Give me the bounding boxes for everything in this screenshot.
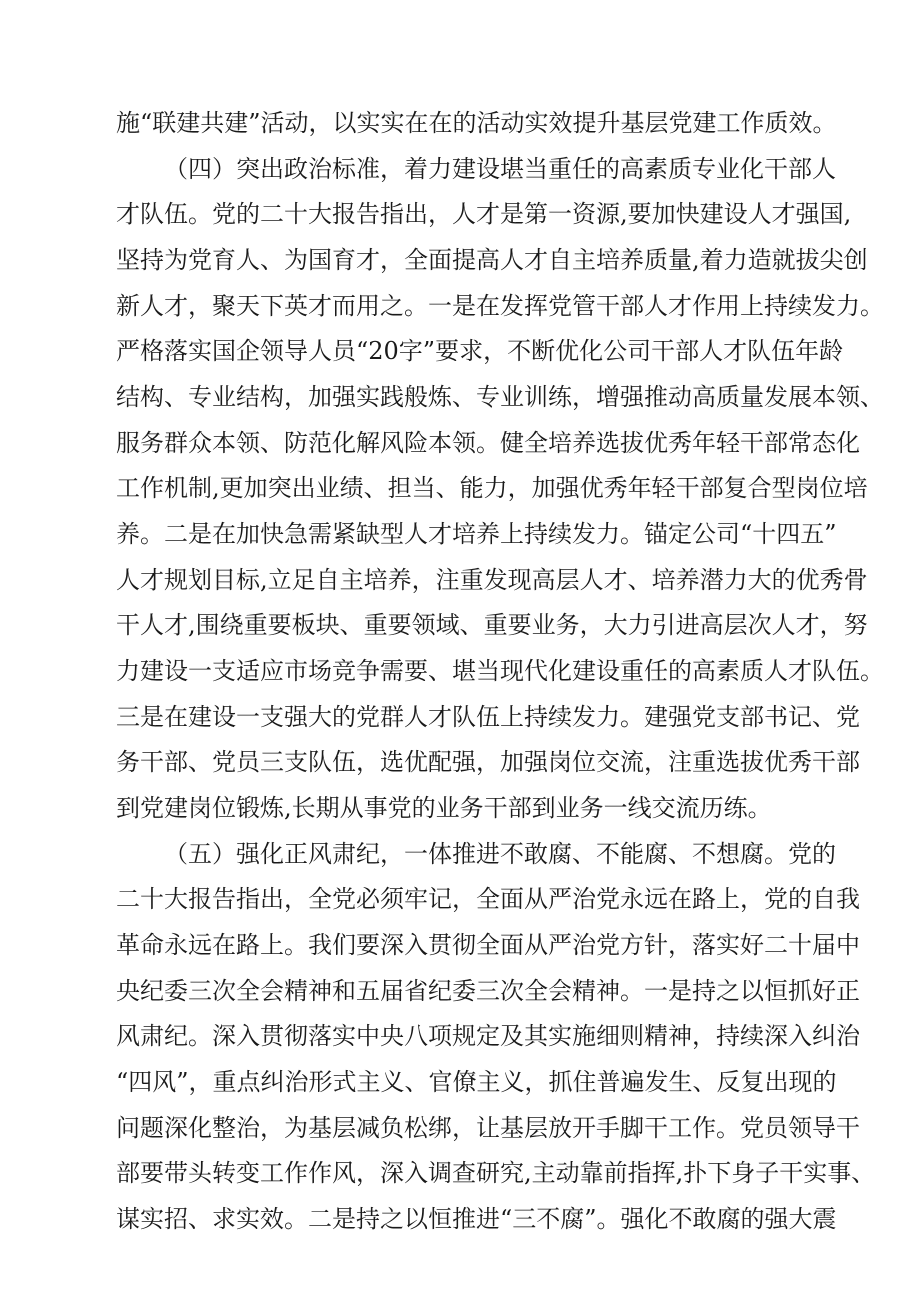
text-line: 结构、专业结构，加强实践般炼、专业训练，增强推动高质量发展本领、 bbox=[116, 383, 884, 411]
text-line: 谋实招、求实效。二是持之以恒推进“三不腐”。强化不敢腐的强大震 bbox=[116, 1205, 837, 1233]
text-line: 干人才,围绕重要板块、重要领域、重要业务，大力引进高层次人才，努 bbox=[116, 611, 868, 639]
text-line: 养。二是在加快急需紧缺型人才培养上持续发力。锚定公司“十四五” bbox=[116, 520, 837, 548]
text-line: 三是在建设一支强大的党群人才队伍上持续发力。建强党支部书记、党 bbox=[116, 703, 860, 731]
section-heading-line: （四）突出政治标准，着力建设堪当重任的高素质专业化干部人 bbox=[164, 155, 836, 183]
text-line: 坚持为党育人、为国育才，全面提高人才自主培养质量,着力造就拔尖创 bbox=[116, 246, 868, 274]
text-line: 央纪委三次全会精神和五届省纪委三次全会精神。一是持之以恒抓好正 bbox=[116, 977, 860, 1005]
text-line: 新人才，聚天下英才而用之。一是在发挥党管干部人才作用上持续发力。 bbox=[116, 292, 884, 320]
text-line: 风肃纪。深入贯彻落实中央八项规定及其实施细则精神，持续深入纠治 bbox=[116, 1022, 860, 1050]
text-line: 施“联建共建”活动，以实实在在的活动实效提升基层党建工作质效。 bbox=[116, 109, 837, 137]
text-line: 问题深化整治，为基层减负松绑，让基层放开手脚干工作。党员领导干 bbox=[116, 1114, 860, 1142]
text-line: 才队伍。党的二十大报告指出，人才是第一资源,要加快建设人才强国, bbox=[116, 200, 852, 228]
text-line: 严格落实国企领导人员“20字”要求，不断优化公司干部人才队伍年龄 bbox=[116, 337, 844, 365]
text-line: 二十大报告指出，全党必须牢记，全面从严治党永远在路上，党的自我 bbox=[116, 885, 860, 913]
text-line: 部要带头转变工作作风，深入调查研究,主动靠前指挥,扑下身子干实事、 bbox=[116, 1159, 876, 1187]
section-heading-line: （五）强化正风肃纪，一体推进不敢腐、不能腐、不想腐。党的 bbox=[164, 840, 836, 868]
text-line: “四风”，重点纠治形式主义、官僚主义，抓住普遍发生、反复出现的 bbox=[116, 1068, 837, 1096]
text-line: 工作机制,更加突出业绩、担当、能力，加强优秀年轻干部复合型岗位培 bbox=[116, 474, 868, 502]
text-line: 革命永远在路上。我们要深入贯彻全面从严治党方针，落实好二十届中 bbox=[116, 931, 860, 959]
text-line: 服务群众本领、防范化解风险本领。健全培养选拔优秀年轻干部常态化 bbox=[116, 429, 860, 457]
text-line: 力建设一支适应市场竞争需要、堪当现代化建设重任的高素质人才队伍。 bbox=[116, 657, 884, 685]
text-line: 人才规划目标,立足自主培养，注重发现高层人才、培养潜力大的优秀骨 bbox=[116, 566, 868, 594]
text-line: 到党建岗位锻炼,长期从事党的业务干部到业务一线交流历练。 bbox=[116, 794, 772, 822]
text-line: 务干部、党员三支队伍，选优配强，加强岗位交流，注重选拔优秀干部 bbox=[116, 748, 860, 776]
